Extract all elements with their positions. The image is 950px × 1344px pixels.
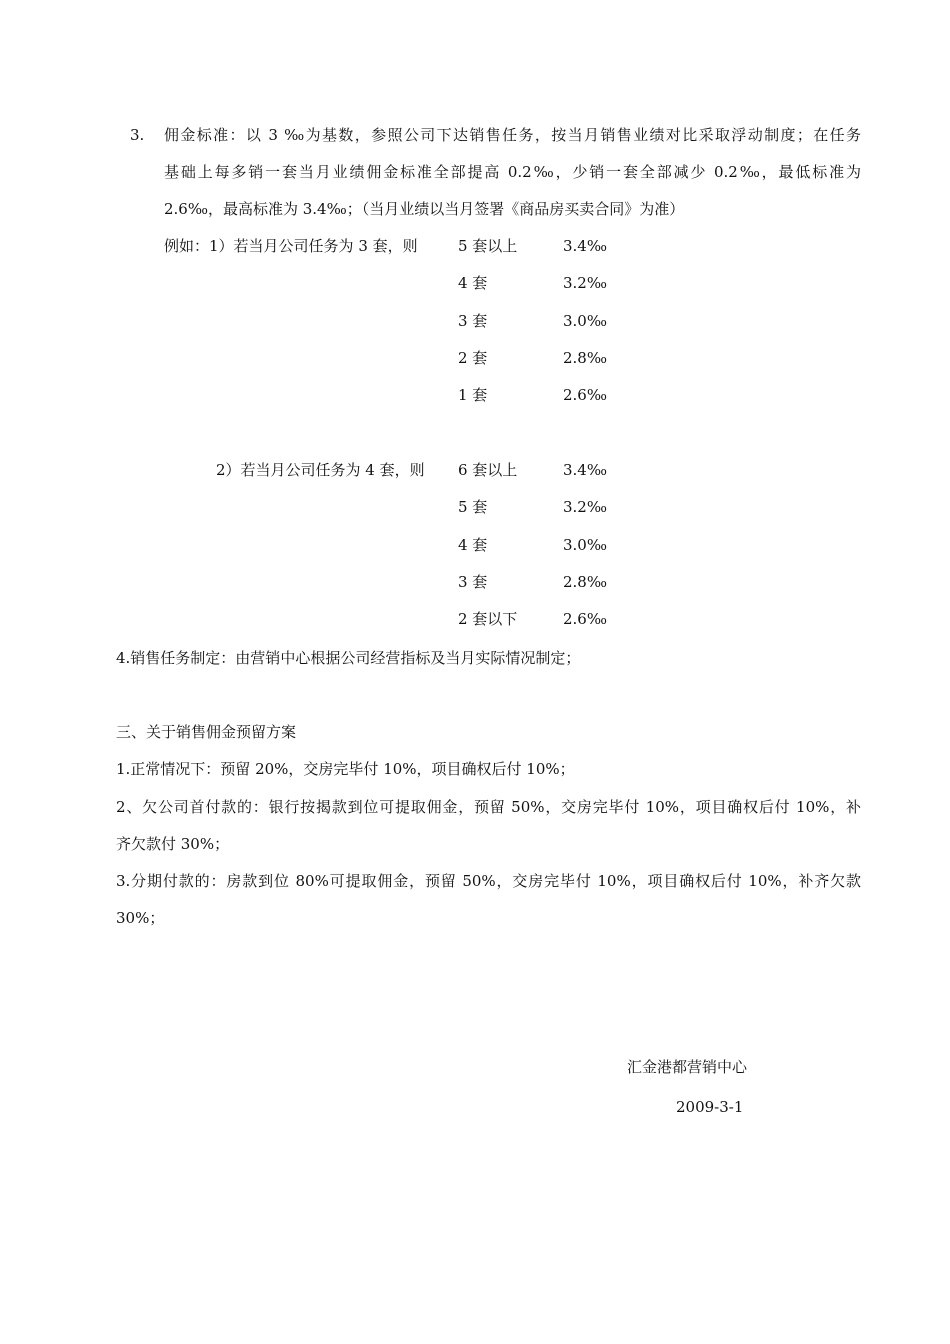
- example1-rate: 2.8‰: [563, 349, 607, 367]
- example2-rate: 3.0‰: [563, 536, 607, 554]
- example2-count: 3 套: [458, 573, 488, 591]
- item4-paragraph: 4.销售任务制定：由营销中心根据公司经营指标及当月实际情况制定；: [116, 649, 581, 667]
- example2-rate: 3.2‰: [563, 498, 607, 516]
- item3-line1: 佣金标准：以 3 ‰为基数，参照公司下达销售任务，按当月销售业绩对比采取浮动制度；在任务: [164, 126, 861, 144]
- example1-rate: 2.6‰: [563, 386, 607, 404]
- example2-count: 6 套以上: [458, 461, 518, 479]
- section3-p1: 1.正常情况下：预留 20%，交房完毕付 10%，项目确权后付 10%；: [116, 760, 575, 778]
- signature-date: 2009-3-1: [676, 1098, 744, 1116]
- example1-rate: 3.4‰: [563, 237, 607, 255]
- example2-count: 5 套: [458, 498, 488, 516]
- example2-count: 4 套: [458, 536, 488, 554]
- example2-rate: 3.4‰: [563, 461, 607, 479]
- example1-count: 5 套以上: [458, 237, 518, 255]
- section3-p3-line1: 3.分期付款的：房款到位 80%可提取佣金，预留 50%，交房完毕付 10%，项目确权后付 10%，补齐欠款: [116, 872, 861, 890]
- example1-count: 3 套: [458, 312, 488, 330]
- section3-p2-line1: 2、欠公司首付款的：银行按揭款到位可提取佣金，预留 50%，交房完毕付 10%，项目确权后付 10%，补: [116, 798, 861, 816]
- item3-number: 3.: [130, 126, 145, 144]
- example2-rate: 2.6‰: [563, 610, 607, 628]
- example2-rate: 2.8‰: [563, 573, 607, 591]
- section3-heading: 三、关于销售佣金预留方案: [116, 723, 297, 741]
- item3-line3: 2.6‰，最高标准为 3.4‰；（当月业绩以当月签署《商品房买卖合同》为准）: [164, 200, 685, 218]
- item3-line2: 基础上每多销一套当月业绩佣金标准全部提高 0.2‰，少销一套全部减少 0.2‰，最低标准为: [164, 163, 861, 181]
- section3-p3-line2: 30%；: [116, 909, 165, 927]
- example1-intro: 例如：1）若当月公司任务为 3 套，则: [164, 237, 418, 255]
- example2-intro: 2）若当月公司任务为 4 套，则: [216, 461, 425, 479]
- example1-rate: 3.2‰: [563, 274, 607, 292]
- section3-p2-line2: 齐欠款付 30%；: [116, 835, 230, 853]
- signature-org: 汇金港都营销中心: [627, 1058, 748, 1076]
- example1-count: 4 套: [458, 274, 488, 292]
- example1-rate: 3.0‰: [563, 312, 607, 330]
- example1-count: 2 套: [458, 349, 488, 367]
- example1-count: 1 套: [458, 386, 488, 404]
- example2-count: 2 套以下: [458, 610, 518, 628]
